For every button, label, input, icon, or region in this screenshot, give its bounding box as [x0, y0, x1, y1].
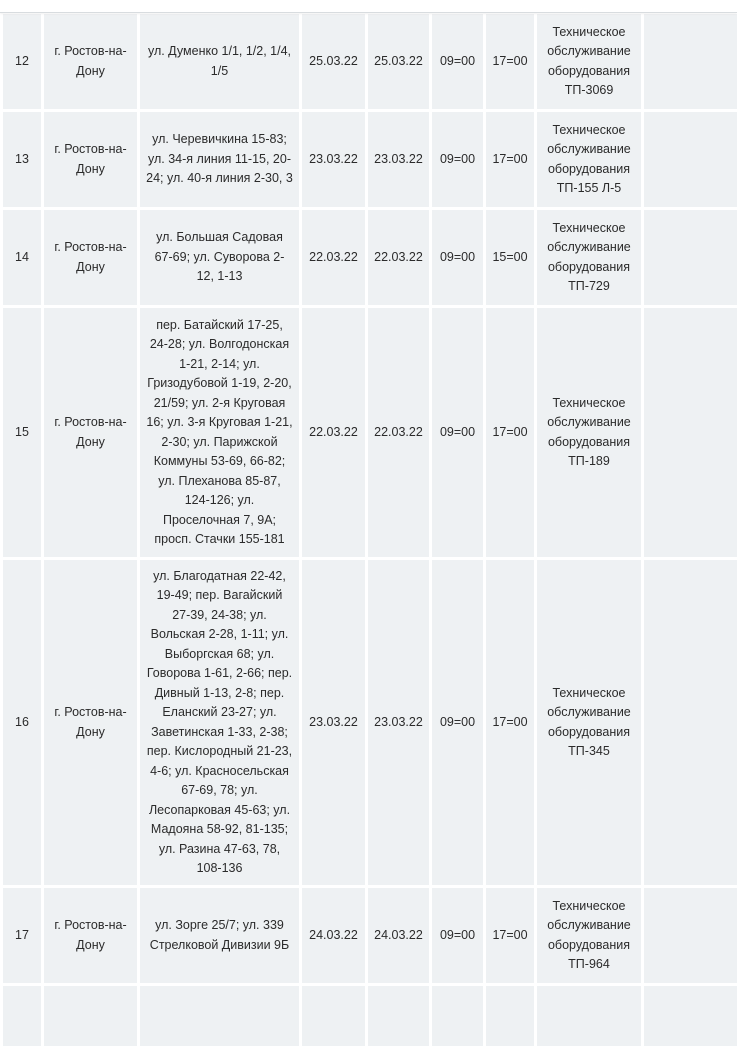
row-number-cell: [3, 986, 41, 1046]
city-cell: [44, 986, 137, 1046]
outage-table: [0, 11, 737, 1049]
start-date-cell: [302, 112, 365, 207]
end-date-cell: [368, 112, 429, 207]
extra-cell: [644, 888, 737, 983]
start-date-cell: [302, 308, 365, 557]
city-name: г. Ростов-на-Дону: [54, 44, 127, 78]
address-list: ул. Черевичкина 15-83; ул. 34-я линия 11-15, 20-24; ул. 40-я линия 2-30, 3: [146, 132, 293, 186]
end-date-cell: [368, 308, 429, 557]
city-name: г. Ростов-на-Дону: [54, 415, 127, 449]
end-time-cell: [486, 888, 534, 983]
extra-cell: [644, 986, 737, 1046]
end-date: 22.03.22: [374, 424, 423, 439]
start-time-cell: [432, 308, 483, 557]
end-time-cell: [486, 560, 534, 885]
start-date-cell: [302, 888, 365, 983]
start-time: 09=00: [439, 53, 476, 68]
page-top-edge: [0, 0, 737, 13]
work-description-cell: [537, 308, 641, 557]
row-number: 16: [15, 714, 29, 729]
extra-cell: [644, 308, 737, 557]
end-date-cell: [368, 888, 429, 983]
end-time-cell: [486, 210, 534, 305]
row-number: 12: [15, 53, 29, 68]
work-description: Техническое обслуживание оборудования ТП-964: [547, 898, 631, 971]
table-row: [3, 308, 737, 557]
city-cell: [44, 888, 137, 983]
work-description-cell: [537, 986, 641, 1046]
city-cell: [44, 308, 137, 557]
work-description-cell: [537, 888, 641, 983]
start-time-cell: [432, 986, 483, 1046]
row-number: 14: [15, 249, 29, 264]
start-time: 09=00: [439, 927, 476, 942]
table-row: [3, 14, 737, 109]
table-row: [3, 560, 737, 885]
address-list: ул. Думенко 1/1, 1/2, 1/4, 1/5: [147, 44, 292, 78]
end-date: 22.03.22: [374, 249, 423, 264]
work-description-cell: [537, 14, 641, 109]
end-time: 17=00: [492, 53, 528, 68]
end-time: 15=00: [492, 249, 528, 264]
end-date-cell: [368, 14, 429, 109]
table-row: [3, 986, 737, 1046]
row-number: 17: [15, 927, 29, 942]
start-date: 23.03.22: [309, 151, 358, 166]
end-time: 17=00: [492, 151, 528, 166]
row-number-cell: [3, 112, 41, 207]
city-name: г. Ростов-на-Дону: [54, 918, 127, 952]
city-name: г. Ростов-на-Дону: [54, 240, 127, 274]
end-time: 17=00: [492, 927, 528, 942]
table-row: [3, 112, 737, 207]
address-cell: [140, 888, 299, 983]
extra-cell: [644, 112, 737, 207]
end-time: 17=00: [492, 424, 528, 439]
city-cell: [44, 112, 137, 207]
start-date-cell: [302, 560, 365, 885]
row-number-cell: [3, 14, 41, 109]
work-description: Техническое обслуживание оборудования ТП-189: [547, 395, 631, 468]
address-cell: [140, 986, 299, 1046]
start-time: 09=00: [439, 424, 476, 439]
row-number-cell: [3, 210, 41, 305]
city-cell: [44, 210, 137, 305]
end-date-cell: [368, 210, 429, 305]
start-date-cell: [302, 210, 365, 305]
row-number: 15: [15, 424, 29, 439]
start-time-cell: [432, 14, 483, 109]
work-description-cell: [537, 112, 641, 207]
extra-cell: [644, 560, 737, 885]
city-name: г. Ростов-на-Дону: [54, 142, 127, 176]
end-time-cell: [486, 112, 534, 207]
end-date-cell: [368, 986, 429, 1046]
start-date: 25.03.22: [309, 53, 358, 68]
end-time-cell: [486, 308, 534, 557]
start-date: 23.03.22: [309, 714, 358, 729]
address-cell: [140, 308, 299, 557]
work-description-cell: [537, 210, 641, 305]
start-time: 09=00: [439, 249, 476, 264]
start-date-cell: [302, 14, 365, 109]
row-number-cell: [3, 308, 41, 557]
work-description: Техническое обслуживание оборудования ТП-729: [547, 220, 631, 293]
outage-table-container: [0, 11, 737, 1049]
extra-cell: [644, 14, 737, 109]
start-time-cell: [432, 560, 483, 885]
address-cell: [140, 14, 299, 109]
work-description: Техническое обслуживание оборудования ТП-345: [547, 685, 631, 758]
end-date: 25.03.22: [374, 53, 423, 68]
row-number-cell: [3, 888, 41, 983]
city-cell: [44, 14, 137, 109]
end-time-cell: [486, 14, 534, 109]
start-date: 22.03.22: [309, 424, 358, 439]
start-time-cell: [432, 210, 483, 305]
start-date-cell: [302, 986, 365, 1046]
end-time: 17=00: [492, 714, 528, 729]
end-date: 24.03.22: [374, 927, 423, 942]
start-time: 09=00: [439, 151, 476, 166]
end-date-cell: [368, 560, 429, 885]
start-date: 24.03.22: [309, 927, 358, 942]
extra-cell: [644, 210, 737, 305]
row-number: 13: [15, 151, 29, 166]
work-description: Техническое обслуживание оборудования ТП-3069: [547, 24, 631, 97]
address-cell: [140, 210, 299, 305]
start-date: 22.03.22: [309, 249, 358, 264]
address-cell: [140, 560, 299, 885]
address-list: ул. Зорге 25/7; ул. 339 Стрелковой Дивизии 9Б: [149, 918, 290, 952]
address-list: ул. Благодатная 22-42, 19-49; пер. Вагайский 27-39, 24-38; ул. Вольская 2-28, 1-11; ул. Выборгская 68; ул. Говорова 1-61, 2-66; пер. Дивный 1-13, 2-8; пер. Еланский 23-27; ул. Заветинская 1-33, 2-38; пер. Кислородный 21-23, 4-6; ул. Красносельская 67-69, 78; ул. Лесопарковая 45-63; ул. Мадояна 58-92, 81-135; ул. Разина 47-63, 78, 108-136: [146, 568, 293, 875]
address-cell: [140, 112, 299, 207]
end-date: 23.03.22: [374, 714, 423, 729]
start-time: 09=00: [439, 714, 476, 729]
address-list: пер. Батайский 17-25, 24-28; ул. Волгодонская 1-21, 2-14; ул. Гризодубовой 1-19, 2-20, 21/59; ул. 2-я Круговая 16; ул. 3-я Круговая 1-21, 2-30; ул. Парижской Коммуны 53-69, 66-82; ул. Плеханова 85-87, 124-126; ул. Проселочная 7, 9А; просп. Стачки 155-181: [146, 317, 293, 546]
address-list: ул. Большая Садовая 67-69; ул. Суворова 2-12, 1-13: [154, 230, 285, 284]
city-name: г. Ростов-на-Дону: [54, 705, 127, 739]
city-cell: [44, 560, 137, 885]
end-date: 23.03.22: [374, 151, 423, 166]
work-description: Техническое обслуживание оборудования ТП-155 Л-5: [547, 122, 631, 195]
table-row: [3, 888, 737, 983]
table-row: [3, 210, 737, 305]
end-time-cell: [486, 986, 534, 1046]
work-description-cell: [537, 560, 641, 885]
start-time-cell: [432, 112, 483, 207]
start-time-cell: [432, 888, 483, 983]
row-number-cell: [3, 560, 41, 885]
